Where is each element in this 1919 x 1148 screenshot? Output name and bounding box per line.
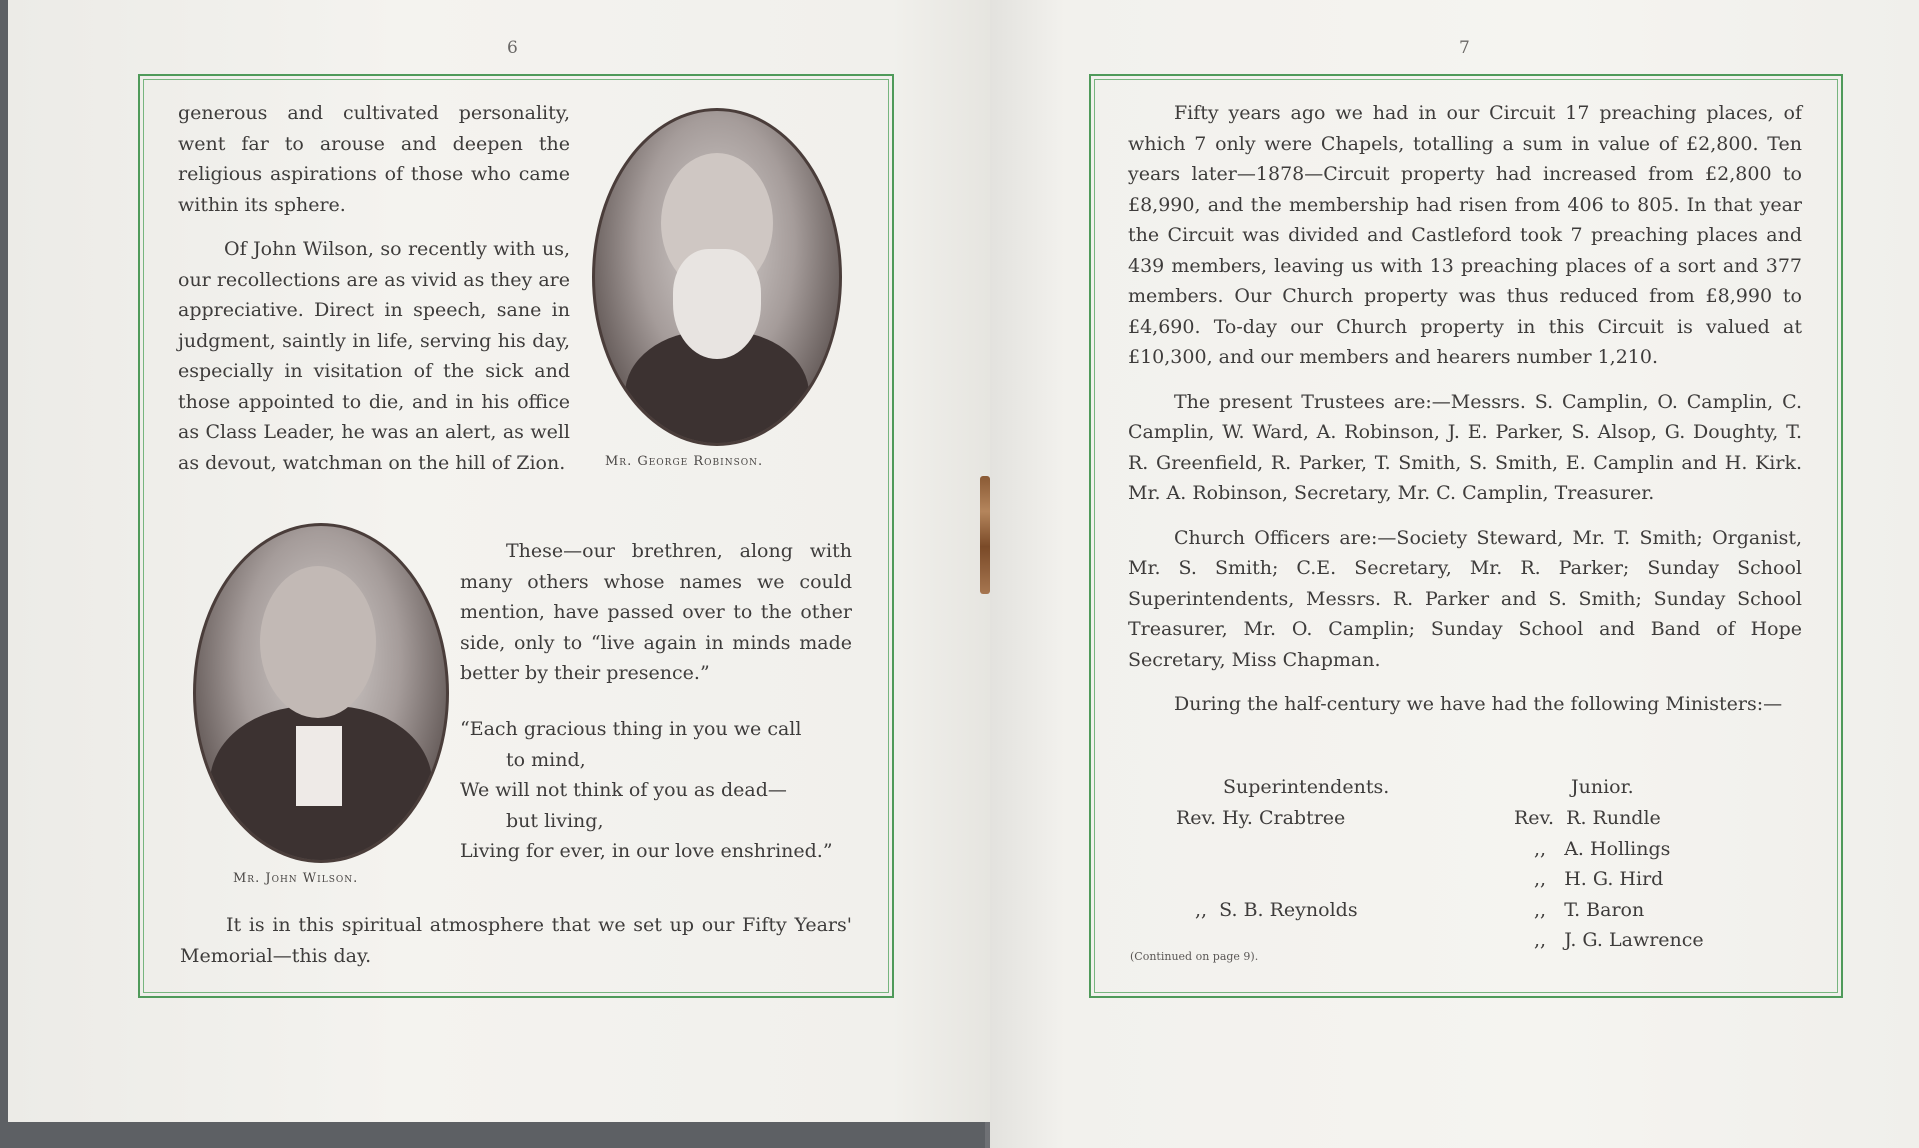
portrait-george-robinson	[592, 108, 842, 446]
caption-george-robinson: Mr. George Robinson.	[605, 454, 764, 469]
continued-note: (Continued on page 9).	[1130, 950, 1259, 963]
col-superintendents-heading: Superintendents.	[1223, 776, 1390, 798]
junior-minister-5: ,, J. G. Lawrence	[1534, 929, 1704, 951]
right-para-1: Fifty years ago we had in our Circuit 17 preaching places, of which 7 only were Chapels, totalling a sum in value of £2,800. Ten years later—1878—Circuit property had increased from £2,800 to £8,990, and the membership had risen from 406 to 805. In that year the Circuit was divided and Castleford took 7 preaching places and 439 members, leaving us with 13 preaching places of a sort and 377 members. Our Church property was thus reduced from £8,990 to £4,690. To-day our Church property in this Circuit is valued at £10,300, and our members and hearers number 1,210.	[1128, 102, 1802, 368]
left-text-middle	[460, 536, 852, 703]
portrait-john-wilson	[193, 523, 449, 863]
poem-line-3: We will not think of you as dead—	[460, 779, 787, 801]
right-para-3: Church Officers are:—Society Steward, Mr. T. Smith; Organist, Mr. S. Smith; C.E. Secretary, Mr. R. Parker; Sunday School Superintendents, Messrs. R. Parker and S. Smith; Sunday School Treasurer, Mr. O. Camplin; Sunday School and Band of Hope Secretary, Miss Chapman.	[1128, 526, 1802, 671]
junior-minister-2: ,, A. Hollings	[1534, 838, 1671, 860]
staple	[980, 476, 990, 594]
poem-line-5: Living for ever, in our love enshrined.”	[460, 840, 833, 862]
super-minister-2: ,, S. B. Reynolds	[1195, 899, 1358, 921]
left-para-1: generous and cultivated personality, went far to arouse and deepen the religious aspirations of those who came within its sphere.	[178, 102, 570, 216]
right-para-2: The present Trustees are:—Messrs. S. Camplin, O. Camplin, C. Camplin, W. Ward, A. Robinson, J. E. Parker, S. Alsop, G. Doughty, T. R. Greenfield, R. Parker, T. Smith, S. Smith, E. Camplin and H. Kirk. Mr. A. Robinson, Secretary, Mr. C. Camplin, Treasurer.	[1128, 390, 1802, 504]
left-para-4: It is in this spiritual atmosphere that we set up our Fifty Years' Memorial—this day.	[180, 914, 852, 967]
page-number-left: 6	[507, 38, 518, 58]
right-para-4: During the half-century we have had the following Ministers:—	[1174, 693, 1783, 715]
left-para-3: These—our brethren, along with many others whose names we could mention, have passed over to the other side, only to “live again in minds made better by their presence.”	[460, 540, 852, 684]
poem	[460, 714, 852, 867]
left-text-bottom	[180, 910, 852, 985]
junior-minister-4: ,, T. Baron	[1534, 899, 1645, 921]
right-text	[1128, 98, 1802, 720]
junior-minister-1: Rev. R. Rundle	[1514, 807, 1661, 829]
col-junior-heading: Junior.	[1571, 776, 1634, 798]
page-number-right: 7	[1459, 38, 1470, 58]
left-para-2: Of John Wilson, so recently with us, our recollections are as vivid as they are appreciative. Direct in speech, sane in judgment, saintly in life, serving his day, especially in visitation of the sick and those appointed to die, and in his office as Class Leader, he was an alert, as well as devout, watchman on the hill of Zion.	[178, 238, 570, 474]
poem-line-1: “Each gracious thing in you we call	[460, 718, 802, 740]
junior-minister-3: ,, H. G. Hird	[1534, 868, 1664, 890]
poem-line-4: but living,	[506, 809, 604, 832]
poem-line-2: to mind,	[506, 748, 586, 771]
caption-john-wilson: Mr. John Wilson.	[233, 871, 359, 886]
super-minister-1: Rev. Hy. Crabtree	[1176, 807, 1346, 829]
left-text-top	[178, 98, 570, 492]
